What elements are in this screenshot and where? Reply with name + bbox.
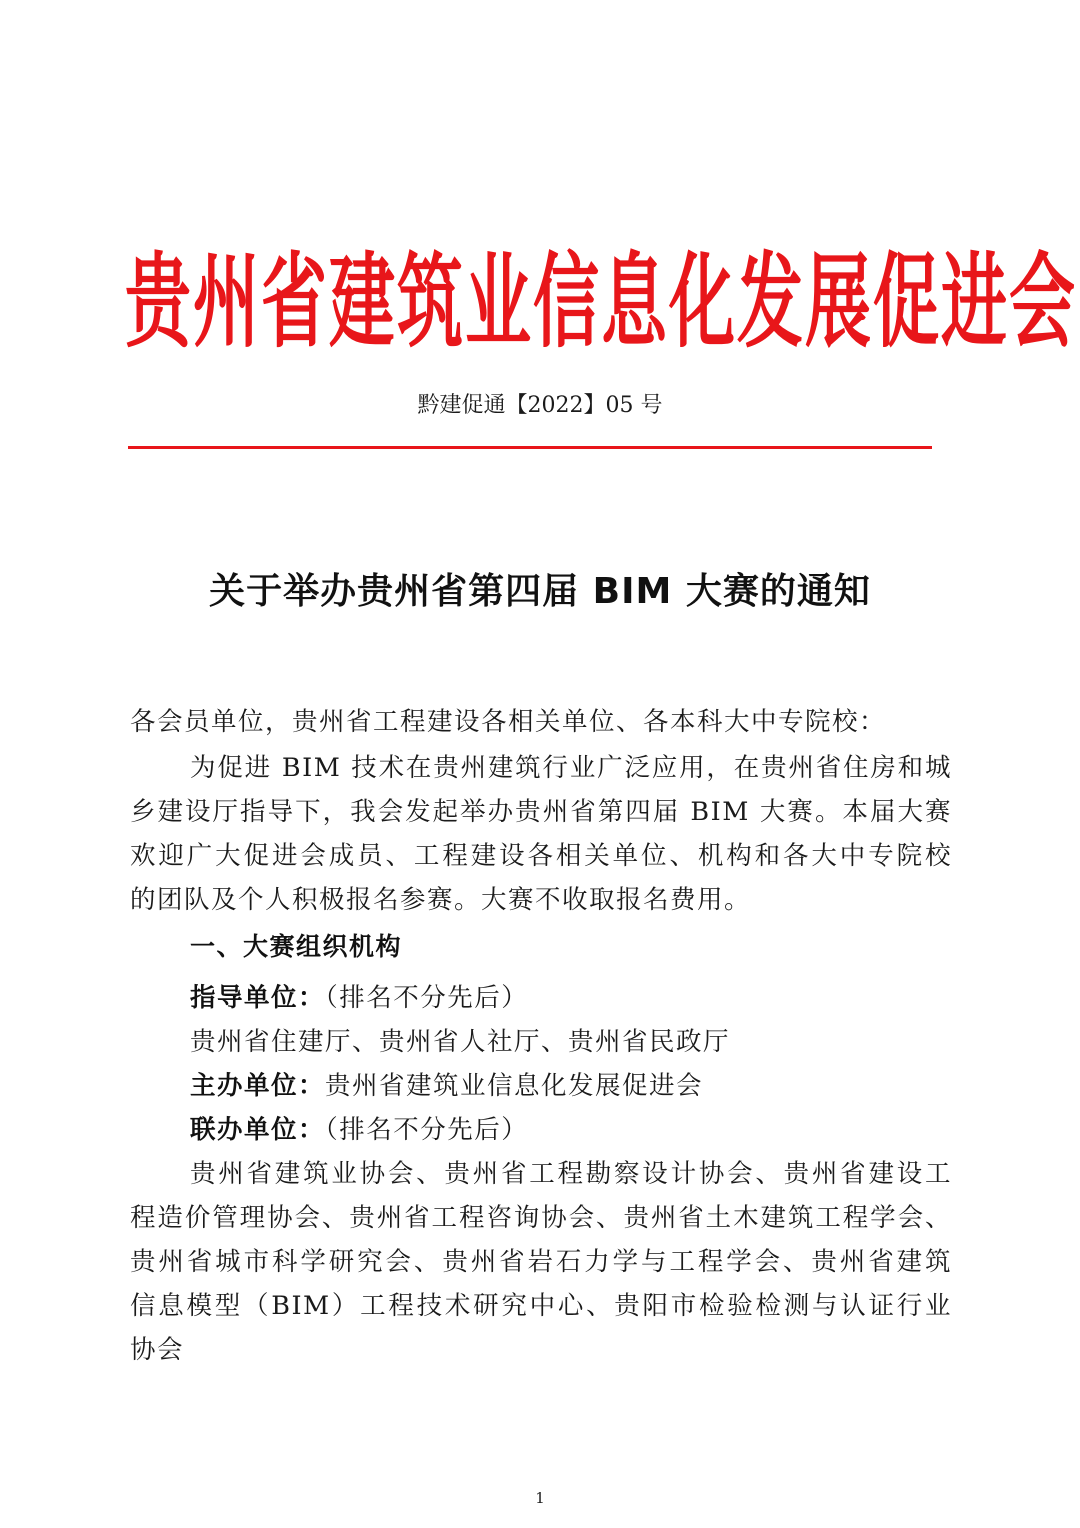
page-number: 1 bbox=[535, 1489, 545, 1507]
host-unit: 贵州省建筑业信息化发展促进会 bbox=[325, 1071, 704, 1101]
co-organizer-line: 贵州省城市科学研究会、贵州省岩石力学与工程学会、贵州省建筑 bbox=[130, 1247, 952, 1277]
document-number: 黔建促通【2022】05 号 bbox=[417, 393, 663, 418]
co-organizer-line: 程造价管理协会、贵州省工程咨询协会、贵州省土木建筑工程学会、 bbox=[130, 1203, 952, 1233]
guidance-units: 贵州省住建厅、贵州省人社厅、贵州省民政厅 bbox=[190, 1027, 731, 1057]
organization-title: 贵州省建筑业信息化发展促进会 bbox=[125, 242, 1077, 362]
intro-line: 欢迎广大促进会成员、工程建设各相关单位、机构和各大中专院校 bbox=[130, 841, 952, 871]
co-organizer-row bbox=[190, 1108, 528, 1152]
guidance-row bbox=[190, 976, 528, 1020]
co-organizer-note: （排名不分先后） bbox=[325, 1115, 529, 1145]
intro-line: 的团队及个人积极报名参赛。大赛不收取报名费用。 bbox=[130, 885, 752, 915]
guidance-label: 指导单位： bbox=[190, 983, 326, 1013]
notice-title: 关于举办贵州省第四届 BIM 大赛的通知 bbox=[209, 571, 871, 612]
co-organizer-label: 联办单位： bbox=[190, 1115, 326, 1145]
co-organizer-line: 信息模型（BIM）工程技术研究中心、贵阳市检验检测与认证行业 bbox=[130, 1291, 952, 1321]
co-organizer-line: 协会 bbox=[130, 1335, 185, 1365]
salutation: 各会员单位，贵州省工程建设各相关单位、各本科大中专院校： bbox=[130, 707, 887, 737]
guidance-note: （排名不分先后） bbox=[325, 983, 529, 1013]
co-organizer-line: 贵州省建筑业协会、贵州省工程勘察设计协会、贵州省建设工 bbox=[190, 1159, 952, 1189]
red-divider-line bbox=[128, 446, 932, 449]
intro-line: 乡建设厅指导下，我会发起举办贵州省第四届 BIM 大赛。本届大赛 bbox=[130, 797, 952, 827]
host-label: 主办单位： bbox=[190, 1071, 326, 1101]
host-row bbox=[190, 1064, 703, 1108]
section-heading: 一、大赛组织机构 bbox=[190, 932, 403, 961]
intro-line: 为促进 BIM 技术在贵州建筑行业广泛应用，在贵州省住房和城 bbox=[190, 753, 952, 783]
